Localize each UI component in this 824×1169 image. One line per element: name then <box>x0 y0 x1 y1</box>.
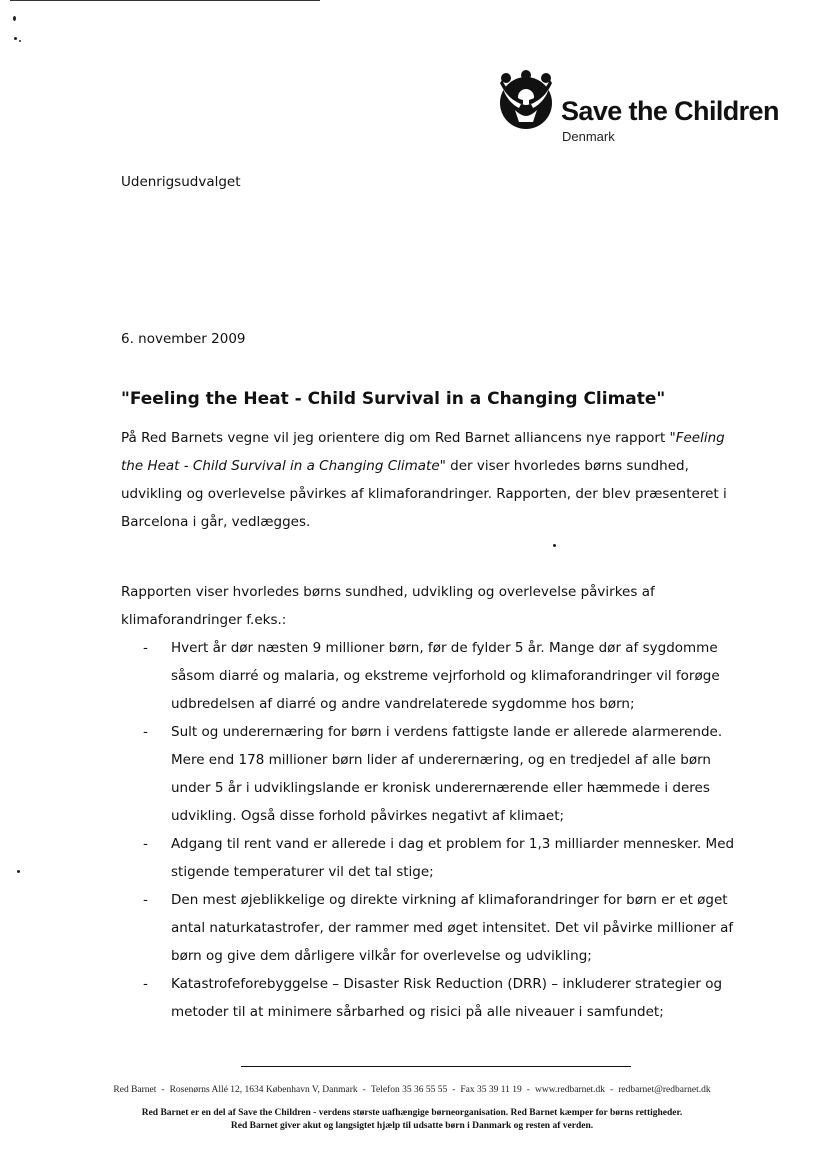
bullet-dash: - <box>143 892 148 908</box>
scan-edge-line <box>10 0 320 1</box>
save-the-children-logo <box>497 70 797 150</box>
footer-website-link[interactable]: www.redbarnet.dk <box>534 1085 606 1095</box>
report-title-italic: "Feeling the Heat - Child Survival in a Changing Climate" <box>121 430 725 474</box>
scan-speck <box>19 40 21 42</box>
list-item-text: Katastrofeforebyggelse – Disaster Risk Reduction (DRR) – inkluderer strategier og metoder til at minimere sårbarhed og risici på alle niveauer i samfundet; <box>171 976 723 1020</box>
report-summary-paragraph: Rapporten viser hvorledes børns sundhed, udvikling og overlevelse påvirkes af klimaforandringer f.eks.: <box>121 584 655 628</box>
footer-contact-line <box>0 1085 824 1095</box>
intro-paragraph <box>121 424 741 536</box>
list-item-text: Sult og underernæring for børn i verdens fattigste lande er allerede alarmerende. Mere end 178 millioner børn lider af underernæring, og en tredjedel af alle børn under 5 år i udviklingslande er kronisk underernærende eller hæmmede i deres udvikling. Også disse forhold påvirkes negativt af klimaet; <box>171 724 723 824</box>
list-item-text: Hvert år dør næsten 9 millioner børn, før de fylder 5 år. Mange dør af sygdomme såsom diarré og malaria, og ekstreme vejrforhold og klimaforandringer vil forøge udbredelsen af diarré og andre vandrelaterede sygdomme hos børn; <box>171 640 720 712</box>
footer-divider <box>241 1066 631 1067</box>
list-item-text: Den mest øjeblikkelige og direkte virkning af klimaforandringer for børn er et øget antal naturkatastrofer, der rammer med øget intensitet. Det vil påvirke millioner af børn og give dem dårligere vilkår for overlevelse og udvikling; <box>171 892 734 964</box>
list-item <box>121 886 741 970</box>
intro-text: På Red Barnets vegne vil jeg orientere dig om Red Barnet alliancens nye rapport <box>121 430 670 446</box>
footer-separator: - <box>526 1085 530 1095</box>
footer-phone: Telefon 35 36 55 55 <box>370 1085 448 1095</box>
recipient: Udenrigsudvalget <box>121 174 241 190</box>
scan-speck <box>14 37 17 40</box>
bullet-dash: - <box>143 976 148 992</box>
letter-date: 6. november 2009 <box>121 331 246 347</box>
list-item <box>121 634 741 718</box>
bullet-dash: - <box>143 836 148 852</box>
bullet-dash: - <box>143 724 148 740</box>
footer-address: Rosenørns Allé 12, 1634 København V, Danmark <box>169 1085 358 1095</box>
footer-separator: - <box>362 1085 366 1095</box>
footer-org: Red Barnet <box>113 1085 157 1095</box>
logo-name: Save the Children <box>561 96 779 126</box>
footer-note-line-1: Red Barnet er en del af Save the Children - verdens største uafhængige børneorganisation. Red Barnet kæmper for børns rettigheder. <box>141 1108 683 1118</box>
footer-separator: - <box>161 1085 165 1095</box>
list-item-text: Adgang til rent vand er allerede i dag et problem for 1,3 milliarder mennesker. Med stigende temperaturer vil det tal stige; <box>171 836 735 880</box>
bullet-dash: - <box>143 640 148 656</box>
intro-rest-text: der viser hvorledes børns sundhed, udvikling og overlevelse påvirkes af klimaforandringer. Rapporten, der blev præsenteret i Barcelona i går, vedlægges. <box>121 458 727 530</box>
footer-fax: Fax 35 39 11 19 <box>460 1085 522 1095</box>
scan-speck <box>553 544 556 547</box>
scan-speck <box>13 16 16 21</box>
footer-separator: - <box>610 1085 614 1095</box>
footer-separator: - <box>452 1085 456 1095</box>
child-figure-icon <box>497 70 555 130</box>
list-item <box>121 830 741 886</box>
logo-subtitle: Denmark <box>562 129 615 144</box>
list-item <box>121 970 741 1026</box>
scan-speck <box>17 870 20 873</box>
list-item <box>121 718 741 830</box>
footer-note-line-2: Red Barnet giver akut og langsigtet hjælp til udsatte børn i Danmark og resten af verden. <box>230 1121 594 1131</box>
footer-email-link[interactable]: redbarnet@redbarnet.dk <box>618 1085 711 1095</box>
letter-heading: "Feeling the Heat - Child Survival in a Changing Climate" <box>121 389 666 409</box>
findings-list <box>121 634 741 1026</box>
